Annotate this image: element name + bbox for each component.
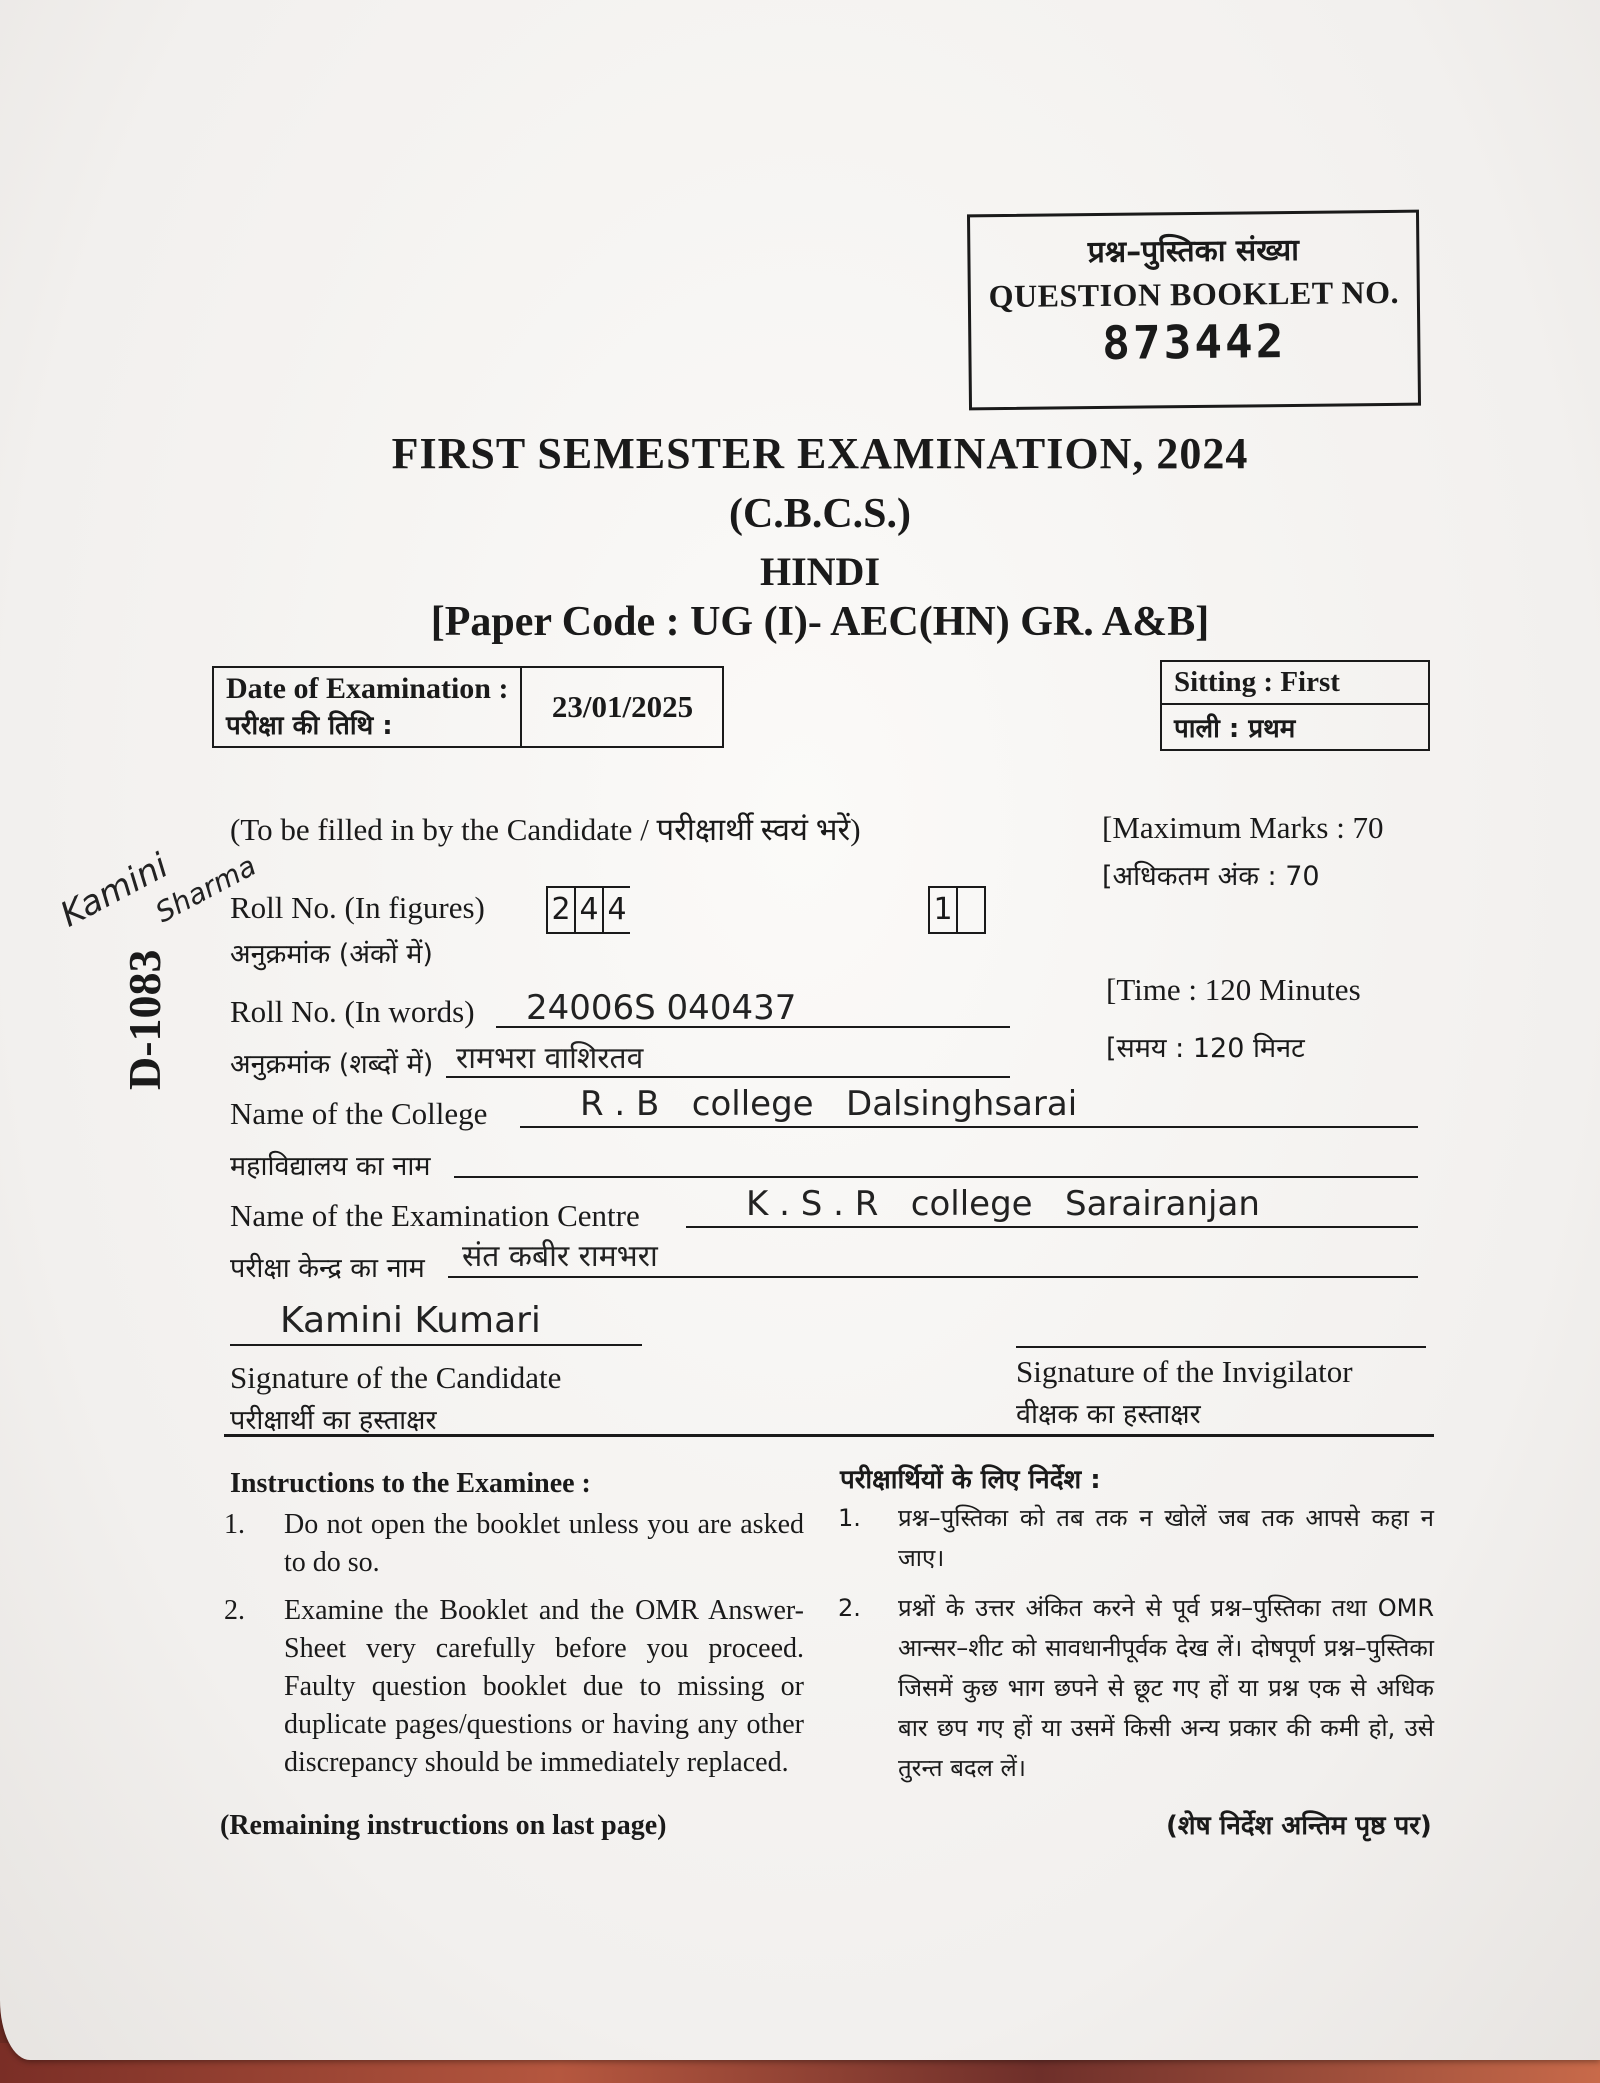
instructions-heading: Instructions to the Examinee : xyxy=(230,1468,591,1499)
college-field[interactable]: R . B college Dalsinghsarai xyxy=(520,1084,1418,1128)
date-label-hindi: परीक्षा की तिथि : xyxy=(226,711,393,741)
margin-handwritten-name: Kamini xyxy=(54,845,175,936)
section-divider xyxy=(224,1434,1434,1437)
roll-words-hindi-field[interactable]: रामभरा वाशिरतव xyxy=(446,1036,1010,1078)
candidate-signature-label: Signature of the Candidate xyxy=(230,1360,562,1395)
instruction-text-hindi: प्रश्नों के उत्तर अंकित करने से पूर्व प्रश्न–पुस्तिका तथा OMR आन्सर–शीट को सावधानीपूर्वक देख लें। दोषपूर्ण प्रश्न–पुस्तिका जिसमें कुछ भाग छपने से छूट गए हों या प्रश्न एक से अधिक बार छप गए हों या उसमें किसी अन्य प्रकार की कमी हो, उसे तुरन्त बदल लें। xyxy=(898,1594,1434,1782)
candidate-signature-field[interactable]: Kamini Kumari xyxy=(230,1300,642,1346)
booklet-label: QUESTION BOOKLET NO. xyxy=(988,273,1400,315)
instruction-number: 2. xyxy=(224,1595,245,1626)
centre-hindi-field[interactable]: संत कबीर रामभरा xyxy=(448,1234,1418,1278)
exam-scheme: (C.B.C.S.) xyxy=(728,491,911,537)
instruction-item xyxy=(224,1506,804,1582)
max-marks-hindi: [अधिकतम अंक : 70 xyxy=(1102,861,1320,892)
roll-digit-box[interactable]: 4 xyxy=(574,886,604,934)
instruction-item xyxy=(224,1592,804,1782)
instruction-number-hindi: 1. xyxy=(838,1504,861,1532)
exam-title: FIRST SEMESTER EXAMINATION, 2024 xyxy=(391,429,1249,478)
instructions-list-hindi xyxy=(838,1498,1434,1788)
booklet-number: 873442 xyxy=(1101,314,1287,370)
instructions-heading-hindi: परीक्षार्थियों के लिए निर्देश : xyxy=(840,1465,1101,1495)
question-booklet-number-box xyxy=(967,210,1421,411)
max-marks: [Maximum Marks : 70 xyxy=(1102,810,1384,845)
date-of-examination-box xyxy=(212,666,724,748)
invigilator-signature-label-hindi: वीक्षक का हस्ताक्षर xyxy=(1016,1399,1201,1430)
roll-figures-label: Roll No. (In figures) xyxy=(230,890,485,925)
centre-field[interactable]: K . S . R college Sarairanjan xyxy=(686,1184,1418,1228)
instruction-text: Do not open the booklet unless you are asked to do so. xyxy=(284,1509,804,1578)
instructions-footer: (Remaining instructions on last page) xyxy=(220,1810,667,1841)
candidate-signature-label-hindi: परीक्षार्थी का हस्ताक्षर xyxy=(230,1405,437,1436)
sitting-label: Sitting : First xyxy=(1161,661,1429,704)
paper-code: [Paper Code : UG (I)- AEC(HN) GR. A&B] xyxy=(430,599,1210,645)
instruction-item-hindi xyxy=(838,1588,1434,1788)
instruction-text-hindi: प्रश्न–पुस्तिका को तब तक न खोलें जब तक आपसे कहा न जाए। xyxy=(898,1504,1434,1572)
time-limit: [Time : 120 Minutes xyxy=(1106,972,1361,1007)
date-value: 23/01/2025 xyxy=(521,667,723,747)
roll-digit-box[interactable]: 4 xyxy=(602,886,630,934)
college-hindi-field[interactable] xyxy=(454,1146,1418,1178)
instructions-footer-hindi: (शेष निर्देश अन्तिम पृष्ठ पर) xyxy=(1166,1811,1432,1841)
roll-figures-label-hindi: अनुक्रमांक (अंकों में) xyxy=(230,939,433,970)
roll-digit-box[interactable] xyxy=(956,886,986,934)
exam-subject: HINDI xyxy=(759,549,881,594)
roll-digits-redacted xyxy=(630,886,930,932)
roll-words-label: Roll No. (In words) xyxy=(230,994,475,1029)
invigilator-signature-label: Signature of the Invigilator xyxy=(1016,1354,1353,1389)
side-code: D-1083 xyxy=(119,949,170,1090)
instruction-item-hindi xyxy=(838,1498,1434,1578)
roll-words-label-hindi: अनुक्रमांक (शब्दों में) xyxy=(230,1049,434,1080)
roll-number-boxes[interactable] xyxy=(548,886,986,930)
sitting-box xyxy=(1160,660,1430,751)
roll-digit-box[interactable]: 2 xyxy=(546,886,576,934)
centre-label: Name of the Examination Centre xyxy=(230,1198,640,1233)
fill-note: (To be filled in by the Candidate / परीक्षार्थी स्वयं भरें) xyxy=(230,812,861,847)
roll-digit-box[interactable]: 1 xyxy=(928,886,958,934)
centre-label-hindi: परीक्षा केन्द्र का नाम xyxy=(230,1253,425,1284)
time-limit-hindi: [समय : 120 मिनट xyxy=(1106,1033,1305,1064)
date-label: Date of Examination : xyxy=(226,672,509,705)
instructions-list xyxy=(224,1506,804,1782)
instruction-number-hindi: 2. xyxy=(838,1594,861,1622)
college-label-hindi: महाविद्यालय का नाम xyxy=(230,1151,431,1182)
college-label: Name of the College xyxy=(230,1096,488,1131)
date-label-cell xyxy=(213,667,521,747)
instruction-number: 1. xyxy=(224,1509,245,1540)
margin-handwritten-surname: Sharma xyxy=(150,849,262,930)
sitting-label-hindi: पाली : प्रथम xyxy=(1161,704,1429,750)
invigilator-signature-field[interactable] xyxy=(1016,1310,1426,1348)
roll-words-field[interactable]: 24006S 040437 xyxy=(496,988,1010,1028)
instruction-text: Examine the Booklet and the OMR Answer-Sheet very carefully before you proceed. Faulty question booklet due to missing or duplicate pages/questions or having any other discrepancy should be immediately replaced. xyxy=(284,1595,804,1778)
booklet-label-hindi: प्रश्न–पुस्तिका संख्या xyxy=(1087,232,1300,271)
